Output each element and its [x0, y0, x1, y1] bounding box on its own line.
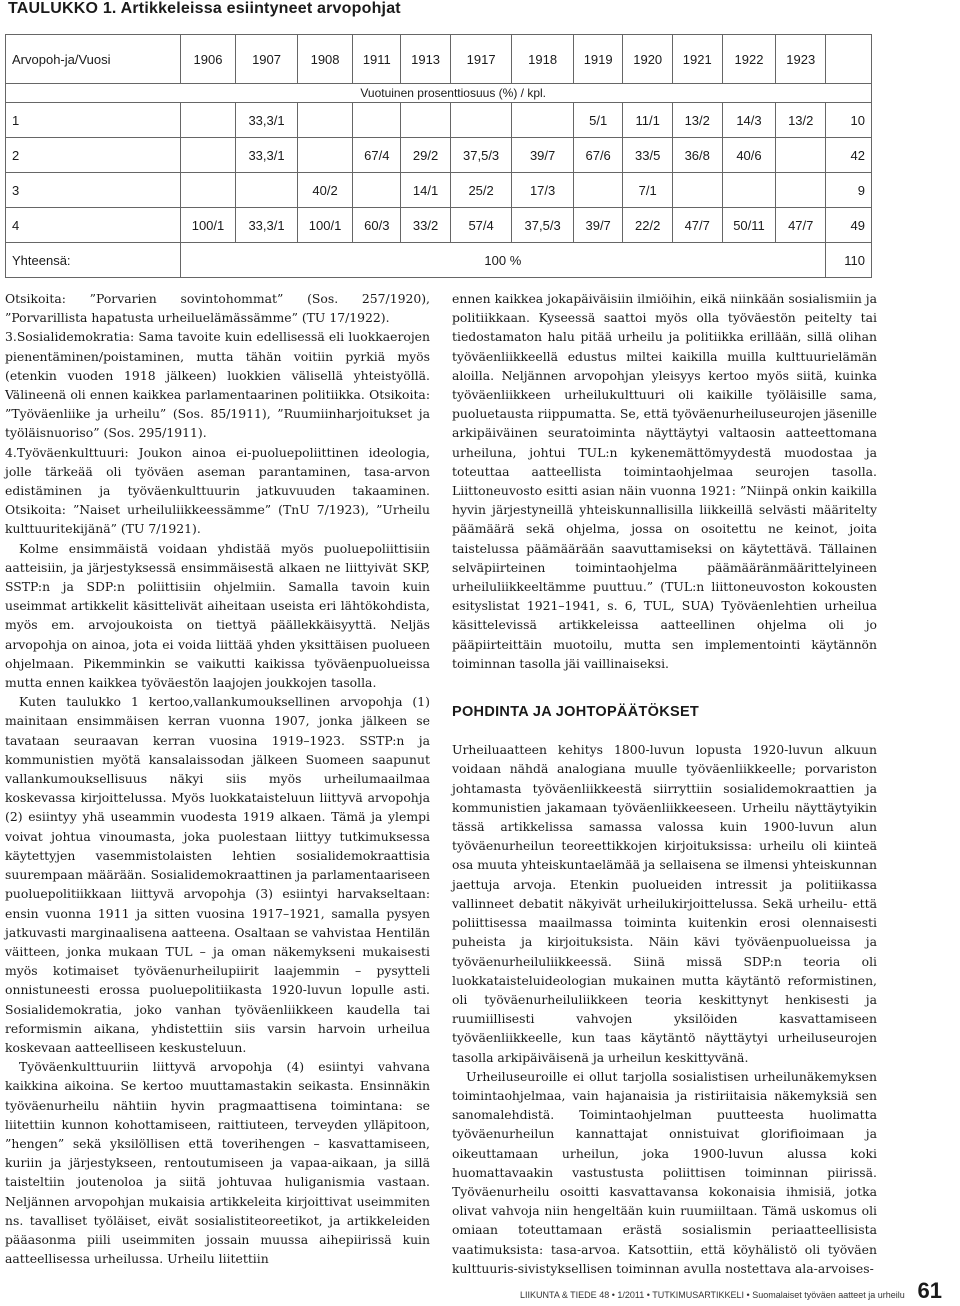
- table-cell: [180, 173, 236, 208]
- table-cell: 50/11: [722, 208, 776, 243]
- row-label-cell: 2: [6, 138, 181, 173]
- table-cell: 57/4: [450, 208, 512, 243]
- table-cell: 29/2: [401, 138, 451, 173]
- footer: LIIKUNTA & TIEDE 48 • 1/2011 • TUTKIMUSARTIKKELI • Suomalaiset työväen aatteet ja urheilu: [520, 1290, 905, 1300]
- year-header-cell: 1907: [236, 35, 298, 84]
- table-cell: 7/1: [623, 173, 673, 208]
- table-subheader-cell: Vuotuinen prosenttiosuus (%) / kpl.: [6, 84, 872, 103]
- table-cell: 37,5/3: [512, 208, 574, 243]
- table-cell: [672, 173, 722, 208]
- table-cell: 33/5: [623, 138, 673, 173]
- table-row: [6, 138, 872, 173]
- table-cell: [180, 103, 236, 138]
- total-value-cell: 100 %: [180, 243, 825, 278]
- year-header-cell: 1923: [776, 35, 826, 84]
- year-header-cell: 1911: [353, 35, 401, 84]
- table-cell: 33,3/1: [236, 138, 298, 173]
- year-header-cell: 1919: [573, 35, 623, 84]
- table-cell: 100/1: [297, 208, 353, 243]
- year-header-cell: 1906: [180, 35, 236, 84]
- table-header-blank-cell: [826, 35, 872, 84]
- table-cell: [353, 103, 401, 138]
- table-cell: [180, 138, 236, 173]
- table-cell: [297, 103, 353, 138]
- table-cell: [297, 138, 353, 173]
- paragraph: Urheiluseuroille ei ollut tarjolla sosialistisen urheilunäkemyksen toimintaohjelmaa, vain hajanaisia ja ristiriitaisia näkemyksiä sen sanomalehdistä. Toimintaohjelman puutteesta huolimatta työväenurheilun kannattajat onnistuivat glorifioimaan ja oikeuttamaan urheilun, joka 1900-luvun alussa koki huomattavaakin vastustusta poliittisen toiminnan piirissä. Työväenurheilu osoitti kasvattavansa kokonaisia ihmisiä, jotka olivat vahvoja niin hengeltään kuin ruumiiltaan. Tämä uskomus oli omiaan toteuttamaan erästä sosialismin periaatteellisista vaatimuksista: tasa-arvoa. Katsottiin, että köyhälistö oli työväen kulttuuris-sivistyksellisen toiminnan avulla nostettava ala-arvoises-: [452, 1068, 877, 1276]
- table-cell: 33,3/1: [236, 208, 298, 243]
- table-row: [6, 208, 872, 243]
- table-cell: 22/2: [623, 208, 673, 243]
- table-cell: 47/7: [776, 208, 826, 243]
- table-cell: 14/3: [722, 103, 776, 138]
- table-cell: 33/2: [401, 208, 451, 243]
- table-cell: 67/6: [573, 138, 623, 173]
- year-header-cell: 1922: [722, 35, 776, 84]
- table-cell: 37,5/3: [450, 138, 512, 173]
- table-header-row: [6, 35, 872, 84]
- right-column: [452, 289, 877, 1278]
- paragraph: Kuten taulukko 1 kertoo,vallankumouksellinen arvopohja (1) mainitaan ensimmäisen kerran vuonna 1907, jonka jälkeen se tavataan seuraavan kerran vuosina 1919–1923. SSTP:n ja kommunistien myötä kansalaissodan jälkeen Suomeen saapunut vallankumouksellisuus näkyi siis myös urheilumaailmaa koskevassa kirjoittelussa. Myös luokkataisteluun liittyvä arvopohja (2) esiintyy yhä useammin vuodesta 1919 alkaen. Tämä ja ylempi voivat johtua vinoumasta, joka puolestaan liittyy tutkimuksessa käytettyjen vasemmistolaisten lehtien sosialidemokraattisia suurempaan määrään. Sosialidemokraattinen ja parlamentaariseen puoluepolitiikkaan liittyvä arvopohja (3) esiintyi harvakseltaan: ensin vuonna 1911 ja sitten vuosina 1917–1921, samalla pysyen jatkuvasti marginaalisena aatteena. Osaltaan se vahvistaa Hentilän väitteen, jonka mukaan TUL – ja oman näkemykseni mukaisesti myös kotimaiset työväenurheilupiirit laajemmin – pysytteli onnistuneesti erossa puoluepolitiikasta 1920-luvun lopulle asti. Sosialidemokratia, joko vanhan työväenliikkeen kaudella tai reformismin aikana, yhdistettiin siis varsin harvoin urheilua koskevaan aatteelliseen keskusteluun.: [5, 694, 430, 1055]
- paragraph: 3.Sosialidemokratia: Sama tavoite kuin edellisessä eli luokkaerojen pienentäminen/poistaminen, mutta tähän voitiin pyrkiä myös (etenkin vuoden 1918 jälkeen) luokkien välisellä yhteistyöllä. Välineenä oli ennen kaikkea parlamentaarinen politiikka. Otsikoita: ”Työväenliike ja urheilu” (Sos. 85/1911), ”Ruumiinharjoitukset ja työläisnuoriso” (Sos. 295/1911).: [5, 329, 430, 441]
- table-title: TAULUKKO 1. Artikkeleissa esiintyneet arvopohjat: [8, 0, 401, 17]
- table-cell: [450, 103, 512, 138]
- table-cell: 33,3/1: [236, 103, 298, 138]
- table-cell: 10: [826, 103, 872, 138]
- table-cell: 9: [826, 173, 872, 208]
- table-cell: 5/1: [573, 103, 623, 138]
- table-cell: 47/7: [672, 208, 722, 243]
- page-number: 61: [917, 1278, 942, 1303]
- year-header-cell: 1921: [672, 35, 722, 84]
- table-subheader-row: [6, 84, 872, 103]
- year-header-cell: 1918: [512, 35, 574, 84]
- table-cell: 14/1: [401, 173, 451, 208]
- table-cell: [776, 173, 826, 208]
- data-table: [5, 34, 872, 278]
- table-cell: 67/4: [353, 138, 401, 173]
- row-label-cell: 3: [6, 173, 181, 208]
- paragraph: ennen kaikkea jokapäiväisiin ilmiöihin, eikä niinkään sosialismiin ja politiikkaan. Kyseessä saattoi myös olla työväestön peitelty tai tiedostamaton halu pitää urheilu ja politiikka erillään, sillä olihan työväenliikkeellä edustus miltei kaikilla muilla kulttuurielämän aloilla. Neljännen arvopohjan yleisyys kertoo myös siitä, kuinka työväenliikkeen urheilukulttuuri oli kaikille työläisille sama, puoluetausta riippumatta. Se, että työväenurheiluseurojen jäsenille arkipäiväinen seuratoiminta näyttäytyi valtaosin aatteettomana urheiluna, johtui TUL:n kykenemättömyydestä muodostaa ja toteuttaa aatteellista toimintaohjelmaa seurojen tasolla. Liittoneuvosto esitti asian näin vuonna 1921: ”Niinpä onkin kaikilla hyvin järjestyneillä yhteiskunnallisilla liikkeillä selvästi määritelty päämäärä sekä ohjelma, jossa on osoitettu ne keinot, joita taistelussa päämäärään saavuttamiseksi on käytettävä. Tällainen selväpiirteinen toimintaohjelma päämääränmäärittelyineen urheiluliikkeeltämme puuttuu.” (TUL:n liittoneuvoston kokousten esityslistat 1921–1941, s. 6, TUL, SUA) Työväenlehtien urheilua käsittelevissä artikkeleissa aatteellinen ohjelma oli jo pääpiirteittäin muotoilu, mutta sen implementointi käytännön toiminnan tasolla jäi vaillinaiseksi.: [452, 291, 877, 671]
- year-header-cell: 1908: [297, 35, 353, 84]
- paragraph: Urheiluaatteen kehitys 1800-luvun lopusta 1920-luvun alkuun voidaan nähdä analogiana muulle työväenliikkeelle; porvariston johtamasta työväenliikkeestä siirryttiin sosialidemokraattien ja kommunistien jakamaan työväenliikkeeseen. Urheilu näyttäytyikin tässä artikkelissa samassa valossa kuin 1900-luvun alun työväenurheilun teoreettikkojen kirjoituksissa: urheilu oli kiinteä osa muuta yhteiskuntaelämää ja sellaisena se ilmensi yhteiskunnan jaettuja arvoja. Etenkin puolueiden intressit ja politiikassa vallinneet debatit näkyivät urheilukirjoittelussa. Sekä urheilu- että poliittisessa maailmassa toiminta kuitenkin erosi olennaisesti puheista ja kirjoituksista. Näin kävi työväenpuolueissa ja työväenurheiluliikkeessä. Siinä missä SDP:n teoria oli luokkataisteluideologian mukainen mutta käytäntö reformistinen, oli työväenurheiluliikkeen teoria keskittynyt henkisesti ja ruumiillisesti vahvojen yksilöiden kasvattamiseen työväenliikkeelle, kun taas käytäntö näyttäytyi urheiluseurojen tasolla arkipäiväisenä ja urheilun keskittyvänä.: [452, 742, 877, 1065]
- table-cell: [722, 173, 776, 208]
- year-header-cell: 1917: [450, 35, 512, 84]
- row-label-cell: 1: [6, 103, 181, 138]
- table-corner-cell: Arvopoh-ja/Vuosi: [6, 35, 181, 84]
- row-label-cell: 4: [6, 208, 181, 243]
- table-cell: [401, 103, 451, 138]
- section-heading: POHDINTA JA JOHTOPÄÄTÖKSET: [452, 704, 700, 721]
- table-cell: 13/2: [776, 103, 826, 138]
- table-cell: 39/7: [573, 208, 623, 243]
- table-total-row: [6, 243, 872, 278]
- table-row: [6, 103, 872, 138]
- table-cell: 60/3: [353, 208, 401, 243]
- table-cell: [353, 173, 401, 208]
- left-column: [5, 289, 430, 1268]
- table-cell: [776, 138, 826, 173]
- table-cell: 25/2: [450, 173, 512, 208]
- table-cell: [512, 103, 574, 138]
- paragraph: Työväenkulttuuriin liittyvä arvopohja (4) esiintyi vahvana kaikkina aikoina. Se kertoo muuttamastakin seikasta. Ensinnäkin työväenurheilu nähtiin hyvin pragmaattisena toimintana: se liitettiin kunnon kohottamiseen, raittiuteen, terveyden ylläpitoon, ”hengen” sekä yksilöllisen että toverihengen – kasvattamiseen, kuriin ja järjestykseen, rentoutumiseen ja vapaa-aikaan, ja sillä taisteltiin joutenoloa ja siitä johtuvaa huliganismia vastaan. Neljännen arvopohjan mukaisia artikkeleita kirjoittivat useimmiten ns. tavalliset työläiset, eivät sosialistiteoreetikot, ja artikkeleiden pääasonma piili useimmiten jossain muussa aihepiirissä kuin aatteellisessa urheilussa. Urheilu liitettiin: [5, 1059, 430, 1267]
- table-cell: 40/6: [722, 138, 776, 173]
- table-cell: 13/2: [672, 103, 722, 138]
- total-label-cell: Yhteensä:: [6, 243, 181, 278]
- table-cell: 17/3: [512, 173, 574, 208]
- table-cell: 11/1: [623, 103, 673, 138]
- table-cell: 100/1: [180, 208, 236, 243]
- paragraph: 4.Työväenkulttuuri: Joukon ainoa ei-puoluepoliittinen ideologia, jolle tärkeää oli työväen aseman parantaminen, tasa-arvon edistäminen ja työväenkulttuurin jatkuvuuden takaaminen. Otsikoita: ”Naiset urheiluliikkeessämme” (TnU 7/1923), ”Urheilu kulttuuritekijänä” (TU 7/1921).: [5, 444, 430, 537]
- table-cell: 42: [826, 138, 872, 173]
- paragraph: Otsikoita: ”Porvarien sovintohommat” (Sos. 257/1920), ”Porvarillista hapatusta urheiluelämässämme” (TU 17/1922).: [5, 291, 430, 326]
- paragraph: Kolme ensimmäistä voidaan yhdistää myös puoluepoliittisiin aatteisiin, ja järjestyksessä ensimmäisestä alkaen ne liittyivät SKP, SSTP:n ja SDP:n poliittisiin ohjelmiin. Samalla tavoin kuin useimmat artikkelit käsittelivät aiheitaan useista eri lähtökohdista, myös em. arvojoukoista on tiettyä päällekkäisyyttä. Neljäs arvopohja on ainoa, jota ei voida liittää yhden yksittäisen puolueen ohjelmaan. Pikemminkin se vaikutti kaikissa työväenpuolueissa mutta ennen kaikkea työväestön laajojen joukkojen tasolla.: [5, 540, 430, 691]
- year-header-cell: 1913: [401, 35, 451, 84]
- table-cell: [236, 173, 298, 208]
- table-cell: 40/2: [297, 173, 353, 208]
- table-row: [6, 173, 872, 208]
- table-cell: 36/8: [672, 138, 722, 173]
- total-count-cell: 110: [826, 243, 872, 278]
- table-cell: [573, 173, 623, 208]
- year-header-cell: 1920: [623, 35, 673, 84]
- table-cell: 39/7: [512, 138, 574, 173]
- table-cell: 49: [826, 208, 872, 243]
